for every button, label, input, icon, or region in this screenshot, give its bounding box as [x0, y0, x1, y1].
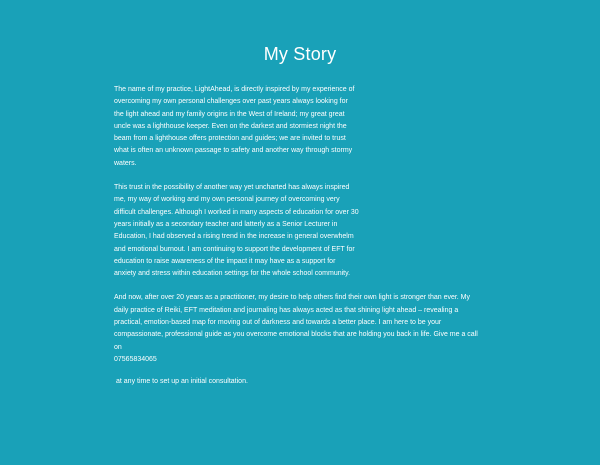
- consultation-text: at any time to set up an initial consultation.: [116, 378, 248, 386]
- story-paragraph-2: This trust in the possibility of another way yet uncharted has always inspired me, my way of working and my own personal journey of overcoming very difficult challenges. Although I worked in many aspects of education for over 30 years initially as a secondary teacher and latterly as a Senior Lecturer in Education, I had observed a rising trend in the increase in general overwhelm and emotional burnout. I am continuing to support the development of EFT for education to raise awareness of the impact it may have as a support for anxiety and stress within education settings for the whole school community.: [114, 184, 359, 278]
- story-content: [114, 84, 484, 389]
- page-title: My Story: [263, 44, 337, 64]
- story-paragraph-3: And now, after over 20 years as a practitioner, my desire to help others find their own light is stronger than ever. My daily practice of Reiki, EFT meditation and journaling has always acted as that shining light ahead – revealing a practical, emotion-based map for moving out of darkness and towards a better place. I am here to be your compassionate, professional guide as you overcome emotional blocks that are holding you back in life. Give me a call on: [114, 294, 478, 351]
- story-paragraph-1: The name of my practice, LightAhead, is directly inspired by my experience of overcoming my own personal challenges over past years always looking for the light ahead and my family origins in the West of Ireland; my great great uncle was a lighthouse keeper. Even on the darkest and stormiest night the beam from a lighthouse offers protection and guides; we are invited to trust what is often an unknown passage to safety and another way through stormy waters.: [114, 86, 355, 167]
- phone-number[interactable]: 07565834065: [114, 355, 157, 363]
